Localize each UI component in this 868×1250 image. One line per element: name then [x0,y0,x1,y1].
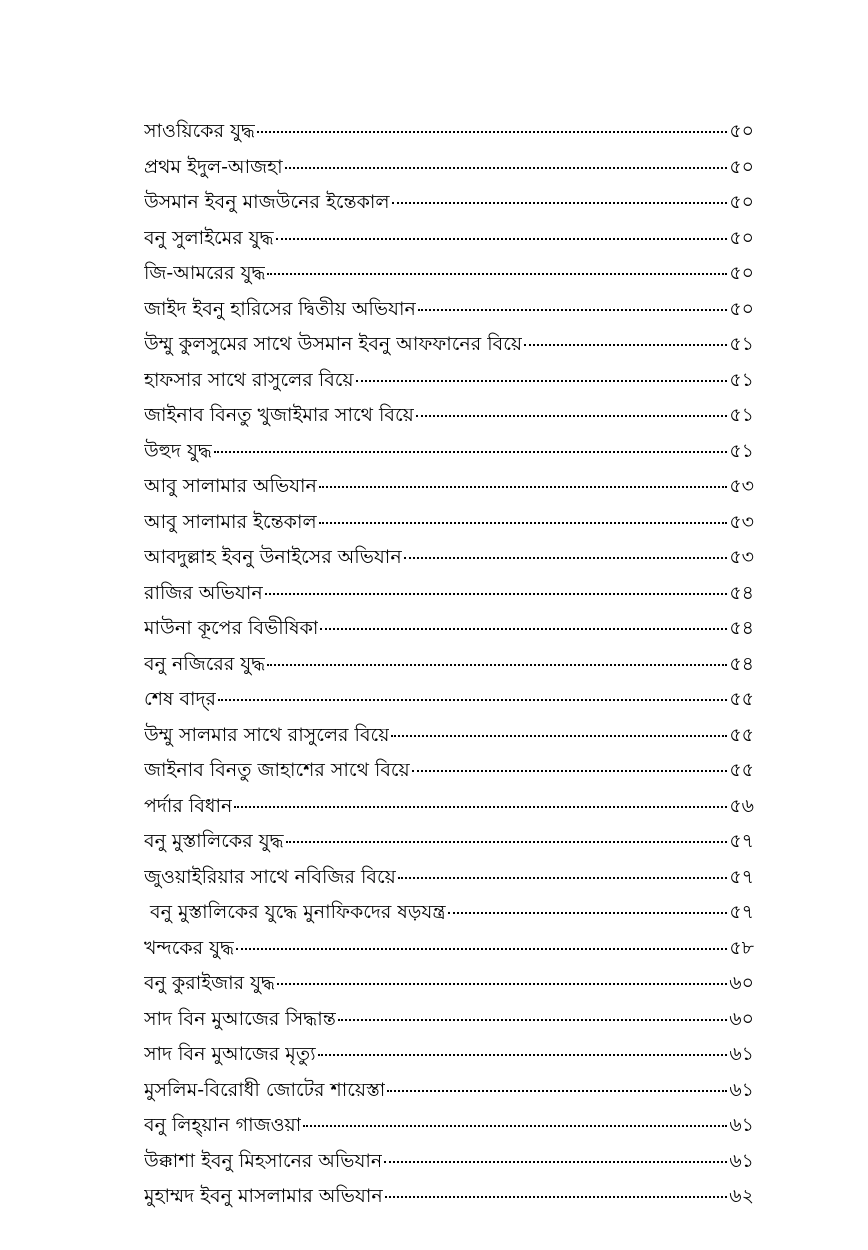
toc-entry-title: আবু সালামার অভিযান [144,475,317,497]
toc-dot-leader [416,415,728,417]
toc-entry [144,398,754,434]
toc-entry-page: ৬১ [729,1149,754,1172]
toc-entry [144,1144,754,1180]
toc-entry-page: ৫৩ [729,546,754,568]
toc-entry [144,682,754,718]
toc-dot-leader [524,344,727,346]
toc-entry-page: ৫৫ [729,723,754,746]
toc-dot-leader [214,451,727,453]
toc-entry-title: উম্মু কুলসুমের সাথে উসমান ইবনু আফফানের বিয়ে [144,333,523,355]
toc-entry [144,469,754,505]
toc-entry [144,256,754,292]
toc-entry-page: ৫৩ [729,475,754,497]
toc-entry [144,1179,754,1215]
toc-dot-leader [286,841,728,843]
toc-entry [144,753,754,789]
toc-dot-leader [392,202,728,204]
toc-entry-page: ৫৪ [729,652,754,675]
toc-entry-title: বনু মুস্তালিকের যুদ্ধে মুনাফিকদের ষড়যন্ত্র [150,901,446,923]
toc-entry [144,718,754,754]
toc-entry [144,931,754,967]
toc-entry [144,434,754,470]
toc-entry-title: শেষ বাদ্‌র [144,688,216,710]
toc-entry-title: বনু সুলাইমের যুদ্ধ [144,226,274,249]
toc-entry-page: ৫০ [729,262,754,284]
toc-dot-leader [318,1054,728,1056]
toc-entry-title: পর্দার বিধান [144,794,233,817]
toc-entry-title: উসমান ইবনু মাজউনের ইন্তেকাল [144,191,390,213]
toc-entry-title: জাইনাব বিনতু জাহাশের সাথে বিয়ে [144,759,410,781]
toc-dot-leader [391,735,727,737]
toc-entry-title: আবু সালামার ইন্তেকাল [144,510,317,533]
toc-entry-page: ৫৫ [729,688,754,710]
toc-entry [144,363,754,399]
toc-entry-title: রাজির অভিযান [144,581,263,604]
toc-entry-page: ৫৬ [729,794,754,817]
toc-entry [144,150,754,186]
toc-dot-leader [285,167,728,169]
toc-dot-leader [418,309,728,311]
toc-entry [144,221,754,257]
toc-entry-page: ৫১ [729,333,754,355]
toc-dot-leader [398,877,728,879]
toc-entry-page: ৫০ [729,297,754,320]
toc-entry-page: ৬০ [729,972,754,994]
toc-entry-title: মুহাম্মদ ইবনু মাসলামার অভিযান [144,1185,383,1207]
toc-entry-title: বনু কুরাইজার যুদ্ধ [144,972,275,994]
toc-entry [144,1002,754,1038]
toc-dot-leader [303,1125,727,1127]
toc-entry-page: ৫০ [729,155,754,178]
toc-entry-title: উহুদ যুদ্ধ [144,439,212,462]
toc-dot-leader [319,486,727,488]
toc-entry-title: জুওয়াইরিয়ার সাথে নবিজির বিয়ে [144,865,396,888]
toc-entry-page: ৫৭ [729,865,754,888]
toc-entry-title: প্রথম ইদুল-আজহা [144,155,283,178]
toc-entry [144,327,754,363]
toc-entry-title: মুসলিম-বিরোধী জোটের শায়েস্তা [144,1078,386,1101]
toc-entry [144,1108,754,1144]
toc-entry-title: খন্দকের যুদ্ধ [144,936,235,959]
toc-entry-title: হাফসার সাথে রাসুলের বিয়ে [144,368,354,391]
toc-entry-page: ৫০ [729,120,754,142]
toc-entry [144,1037,754,1073]
toc-entry-title: বনু মুস্তালিকের যুদ্ধ [144,830,284,852]
toc-entry-page: ৫৫ [729,759,754,781]
toc-entry-title: সাদ বিন মুআজের সিদ্ধান্ত [144,1007,336,1030]
toc-entry [144,540,754,576]
toc-entry [144,505,754,541]
toc-dot-leader [265,593,728,595]
toc-dot-leader [257,131,727,133]
toc-dot-leader [277,983,727,985]
toc-dot-leader [267,664,727,666]
toc-entry-page: ৫১ [729,368,754,391]
toc-entry-title: আবদুল্লাহ ইবনু উনাইসের অভিযান [144,546,402,568]
toc-dot-leader [412,770,728,772]
toc-dot-leader [384,1161,727,1163]
table-of-contents [144,114,754,1215]
toc-entry [144,114,754,150]
toc-dot-leader [319,522,728,524]
toc-entry [144,895,754,931]
toc-entry [144,647,754,683]
toc-entry-page: ৬১ [729,1078,754,1101]
toc-entry-page: ৫১ [729,439,754,462]
toc-dot-leader [385,1196,728,1198]
toc-dot-leader [267,273,727,275]
toc-entry-page: ৫০ [729,191,754,213]
toc-entry [144,860,754,896]
toc-entry [144,292,754,328]
toc-entry-page: ৬১ [729,1043,754,1065]
toc-entry-title: সাওয়িকের যুদ্ধ [144,120,255,142]
toc-entry [144,185,754,221]
toc-entry [144,576,754,612]
toc-entry [144,824,754,860]
toc-dot-leader [218,699,727,701]
toc-dot-leader [276,238,728,240]
toc-dot-leader [448,912,728,914]
toc-entry [144,611,754,647]
toc-entry-page: ৫৪ [729,581,754,604]
toc-entry-page: ৬১ [729,1114,754,1136]
toc-entry [144,966,754,1002]
toc-entry-page: ৫৩ [729,510,754,533]
toc-entry-page: ৫৪ [729,617,754,639]
toc-dot-leader [387,1090,727,1092]
toc-entry-title: বনু লিহ্‌য়ান গাজওয়া [144,1114,302,1136]
toc-entry-page: ৫৮ [729,936,754,959]
toc-entry-page: ৫০ [729,226,754,249]
toc-dot-leader [234,806,727,808]
toc-entry-page: ৫১ [729,404,754,426]
toc-entry-title: জাইদ ইবনু হারিসের দ্বিতীয় অভিযান [144,297,416,320]
toc-entry-title: বনু নজিরের যুদ্ধ [144,652,266,675]
toc-entry-page: ৬০ [729,1007,754,1030]
toc-entry-title: উক্কাশা ইবনু মিহসানের অভিযান [144,1149,383,1172]
toc-entry-title: মাউনা কূপের বিভীষিকা [144,617,319,639]
toc-dot-leader [338,1019,727,1021]
toc-entry-title: সাদ বিন মুআজের মৃত্যু [144,1043,316,1065]
toc-dot-leader [320,628,727,630]
toc-entry-title: জি-আমরের যুদ্ধ [144,262,266,284]
toc-entry-page: ৫৭ [729,901,754,923]
toc-entry-page: ৫৭ [729,830,754,852]
toc-entry-page: ৬২ [729,1185,754,1207]
toc-entry [144,789,754,825]
toc-entry [144,1073,754,1109]
toc-dot-leader [356,380,728,382]
toc-entry-title: জাইনাব বিনতু খুজাইমার সাথে বিয়ে [144,404,414,426]
toc-dot-leader [236,948,727,950]
toc-dot-leader [404,557,728,559]
toc-entry-title: উম্মু সালমার সাথে রাসুলের বিয়ে [144,723,390,746]
